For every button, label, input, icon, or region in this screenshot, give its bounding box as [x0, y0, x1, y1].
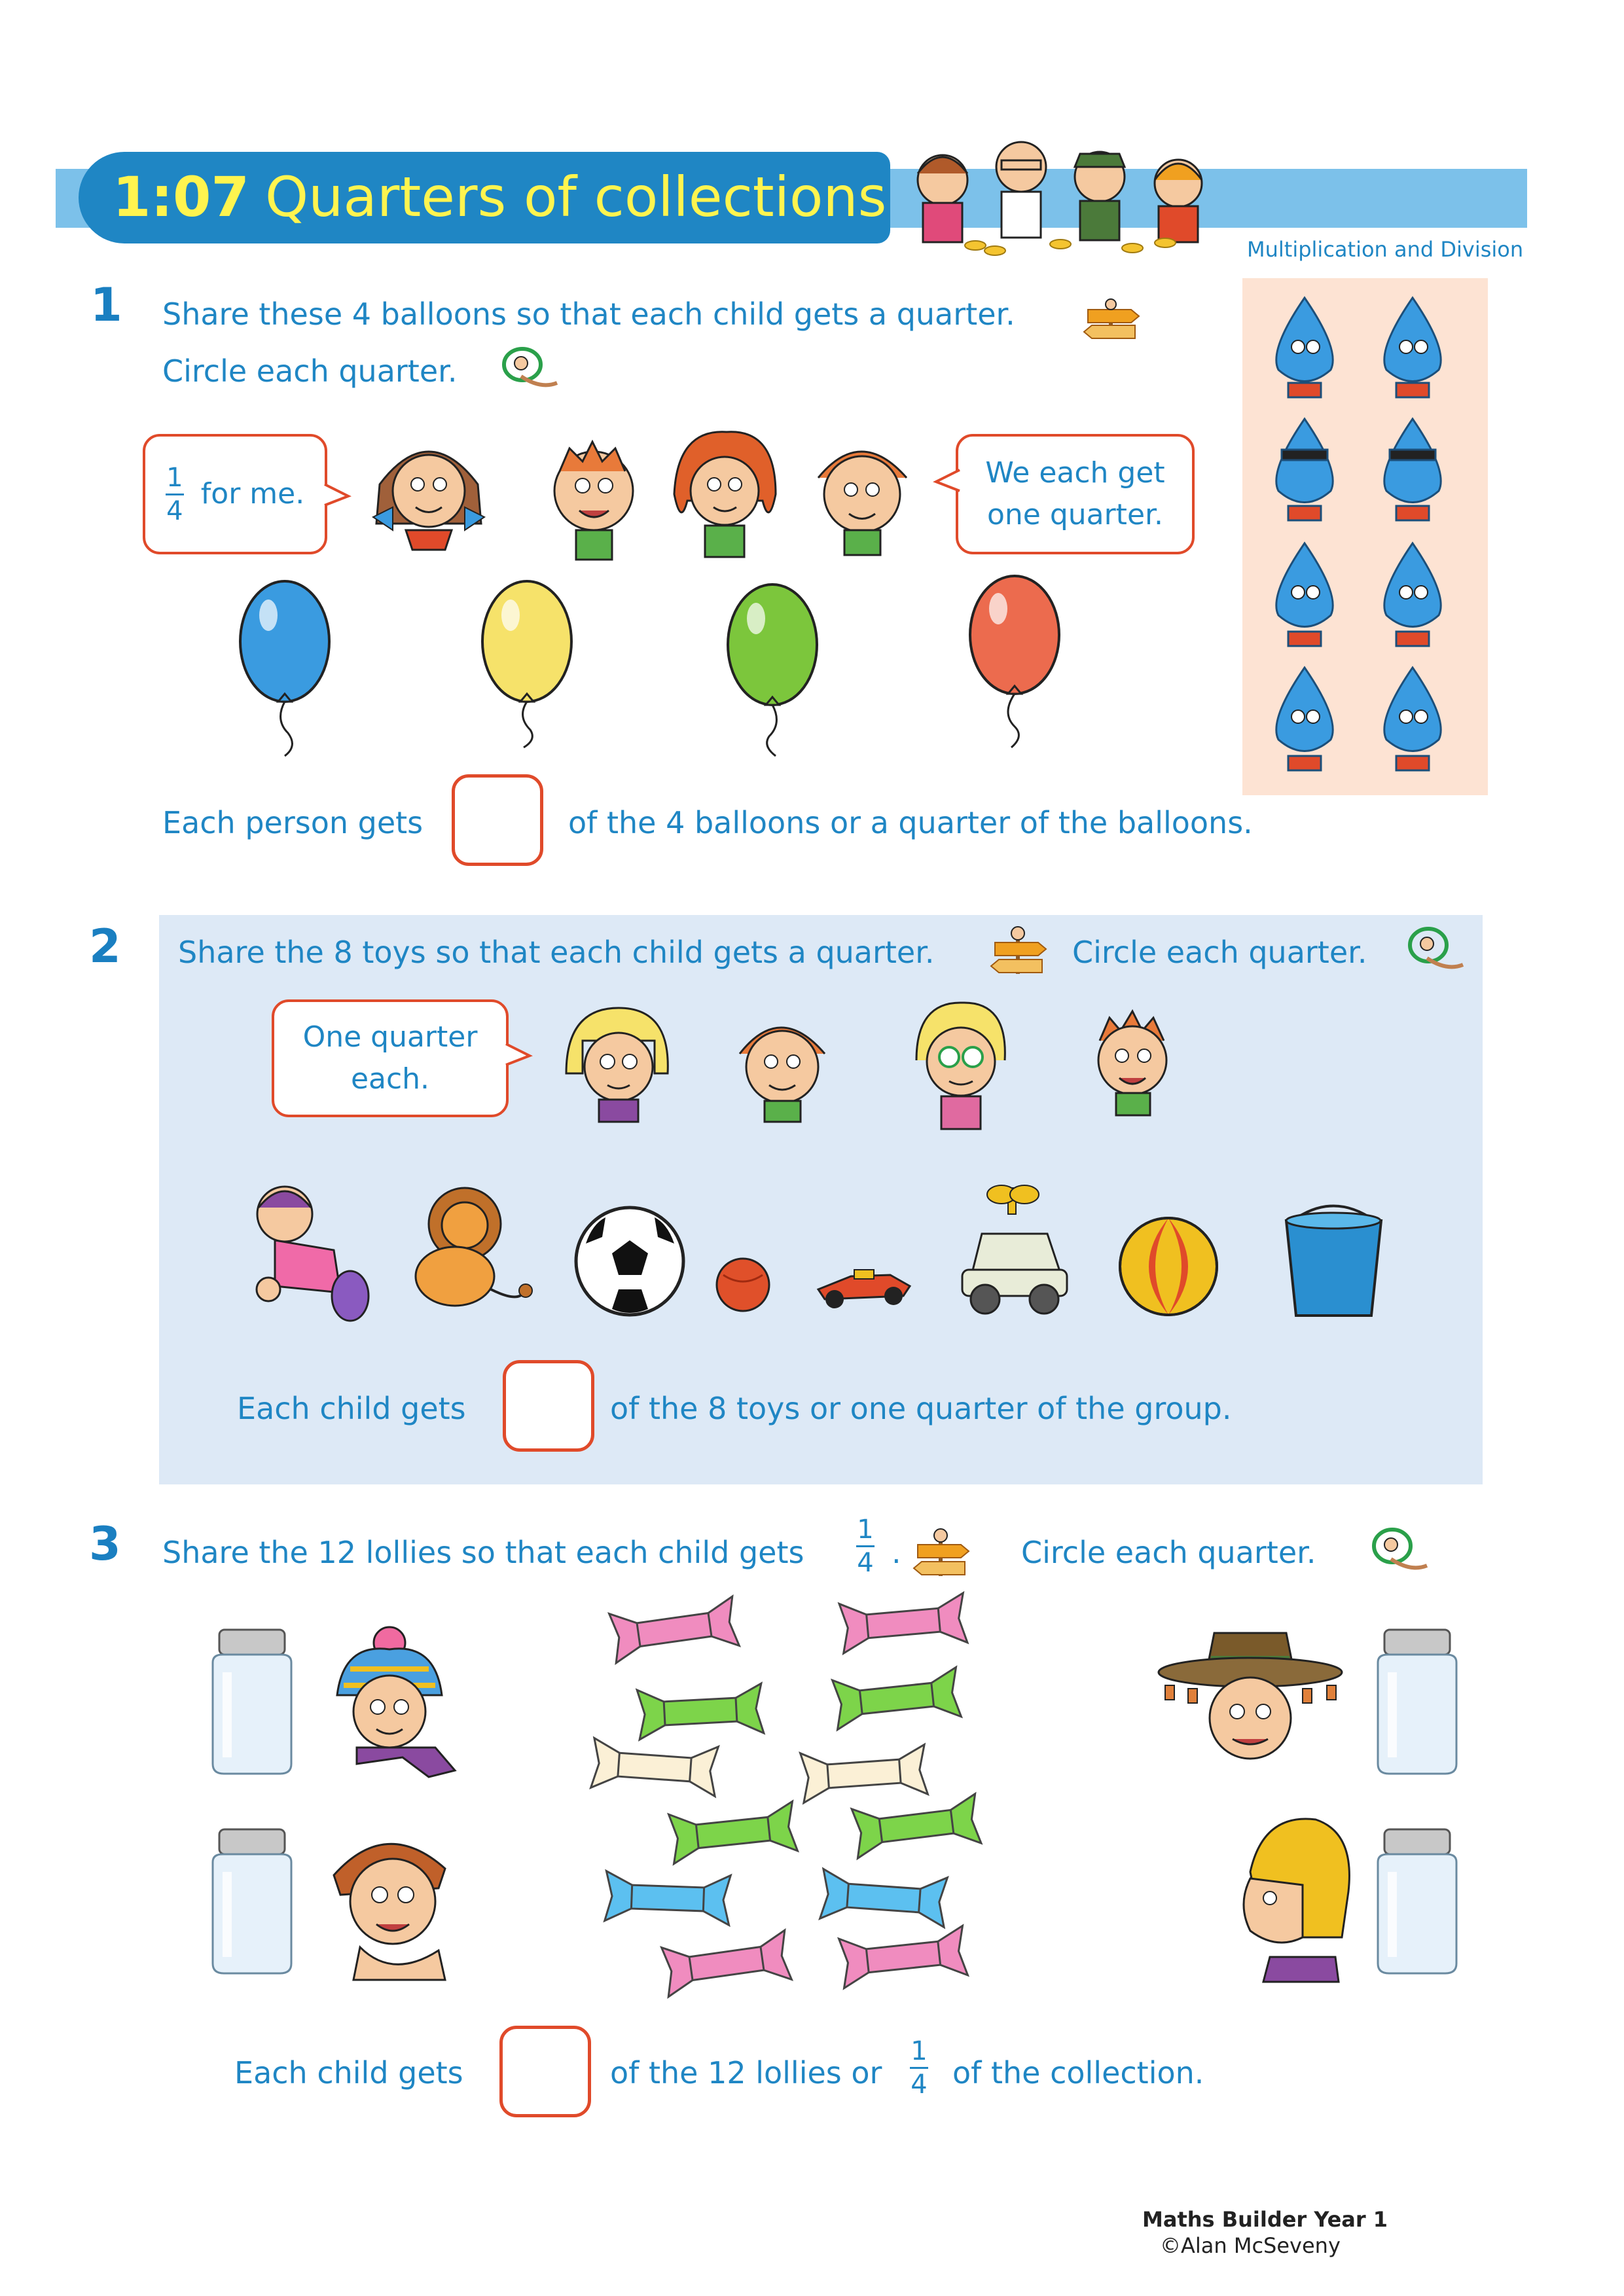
beach-ball-icon: [1116, 1214, 1221, 1319]
lolly-icon: [669, 1801, 798, 1863]
q3-instruction: Share the 12 lollies so that each child gets: [162, 1535, 804, 1570]
bubble-tail: [506, 1044, 532, 1067]
q2-instruction: Share the 8 toys so that each child gets a quarter.: [178, 935, 935, 970]
q3-circle-instruction: Circle each quarter.: [1021, 1535, 1316, 1570]
jar-icon: [1368, 1826, 1466, 1977]
girl-glasses-face-icon: [903, 995, 1018, 1132]
bubble-tail: [325, 484, 351, 508]
q1-answer-box[interactable]: [452, 774, 543, 866]
strand-label: Multiplication and Division: [1247, 237, 1524, 262]
water-drop-icon: [1384, 419, 1441, 520]
lolly-icon: [833, 1667, 962, 1729]
circle-pencil-icon: [1365, 1524, 1430, 1576]
child-face-icon: [1155, 160, 1202, 242]
girl-curly-hair-face-icon: [664, 422, 785, 560]
balloon-icon: [482, 581, 571, 747]
lolly-icon: [609, 1596, 740, 1663]
water-drop-icon: [1276, 419, 1333, 520]
lollies-group: [602, 1597, 1008, 1990]
q1-bubble-left: $\frac{1}{4}$ for me.: [143, 434, 327, 554]
water-drop-characters: [1242, 278, 1488, 795]
one-quarter-fraction: $\frac{1}{4}$: [166, 462, 183, 526]
bucket-icon: [1280, 1204, 1388, 1319]
coins-icon: [965, 238, 1176, 255]
child-side-face-icon: [1224, 1806, 1355, 1983]
girl-pigtails-face-icon: [367, 425, 491, 556]
boy-red-hair-face-icon: [727, 1001, 835, 1122]
jar-icon: [203, 1826, 301, 1977]
bubble-tail: [933, 470, 960, 493]
q3-one-quarter-fraction: 1 4: [857, 1515, 874, 1578]
jar-icon: [1368, 1626, 1466, 1777]
q1-instruction: Share these 4 balloons so that each child gets a quarter.: [162, 296, 1015, 332]
q2-sentence-end: of the 8 toys or one quarter of the group.: [610, 1391, 1232, 1426]
lolly-icon: [801, 1744, 928, 1803]
lolly-icon: [839, 1593, 967, 1653]
lolly-icon: [662, 1930, 792, 1997]
lolly-icon: [839, 1926, 968, 1988]
doll-icon: [236, 1172, 373, 1322]
balloon-icon: [240, 581, 329, 756]
race-car-icon: [812, 1250, 916, 1316]
balloon-icon: [728, 584, 817, 756]
circle-pencil-icon: [1401, 923, 1466, 975]
question-number-3: 3: [89, 1517, 121, 1571]
footer-book-title: Maths Builder Year 1: [1142, 2207, 1388, 2232]
q3-answer-box[interactable]: [499, 2026, 591, 2117]
lolly-icon: [637, 1683, 764, 1740]
page-title: Quarters of collections: [265, 165, 887, 229]
boy-face-icon: [1080, 998, 1185, 1116]
q3-sentence-end: of the collection.: [952, 2055, 1204, 2090]
lolly-icon: [591, 1738, 719, 1796]
q2-sentence-start: Each child gets: [237, 1391, 466, 1426]
header-children-illustration: [897, 128, 1231, 259]
boy-red-hair-face-icon: [802, 425, 920, 556]
q1-circle-instruction: Circle each quarter.: [162, 353, 458, 389]
balloon-icon: [970, 576, 1059, 747]
q1-balloons: [223, 576, 1093, 759]
q3-sentence-start: Each child gets: [234, 2055, 463, 2090]
child-face-icon: [918, 155, 967, 242]
girl-blonde-face-icon: [556, 1001, 677, 1122]
q1-sentence-end: of the 4 balloons or a quarter of the balloons.: [568, 805, 1253, 840]
boy-face-icon: [540, 425, 648, 563]
teddy-lion-icon: [393, 1178, 537, 1322]
q3-sentence-fraction: 1 4: [911, 2036, 928, 2100]
lolly-icon: [820, 1869, 948, 1927]
small-ball-icon: [713, 1255, 772, 1314]
share-signpost-icon: [911, 1525, 971, 1577]
lolly-icon: [852, 1794, 981, 1859]
footer-copyright: ©Alan McSeveny: [1160, 2233, 1341, 2258]
jar-icon: [203, 1626, 301, 1777]
q1-sentence-start: Each person gets: [162, 805, 424, 840]
child-face-icon: [996, 142, 1046, 238]
q3-sentence-middle: of the 12 lollies or: [610, 2055, 882, 2090]
q2-bubble: One quarter each.: [272, 999, 509, 1117]
soccer-ball-icon: [573, 1204, 687, 1319]
question-number-2: 2: [89, 920, 121, 973]
q1-bubble-right: We each get one quarter.: [956, 434, 1195, 554]
q3-fraction-suffix: .: [892, 1535, 901, 1570]
circle-pencil-icon: [495, 344, 560, 393]
lolly-icon: [605, 1871, 731, 1926]
share-signpost-icon: [988, 923, 1049, 975]
child-face-icon: [314, 1816, 465, 1983]
question-number-1: 1: [90, 278, 122, 332]
child-cowboy-hat-face-icon: [1155, 1620, 1345, 1777]
share-signpost-icon: [1081, 298, 1142, 340]
child-beanie-face-icon: [304, 1623, 475, 1787]
q2-answer-box[interactable]: [503, 1360, 594, 1452]
lesson-number: 1:07: [113, 165, 249, 229]
q2-circle-instruction: Circle each quarter.: [1072, 935, 1367, 970]
child-face-icon: [1075, 152, 1125, 240]
wind-up-car-icon: [956, 1181, 1074, 1319]
